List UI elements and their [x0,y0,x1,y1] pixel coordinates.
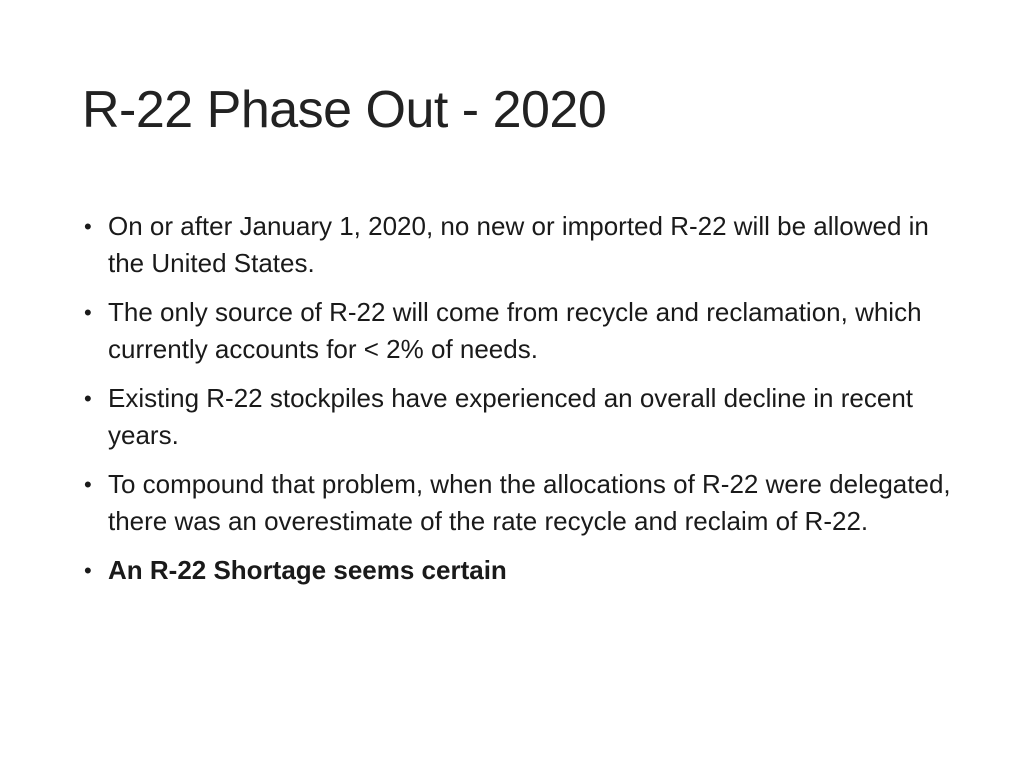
bullet-text: The only source of R-22 will come from recycle and reclamation, which currently accounts for < 2% of needs. [108,297,922,364]
bullet-icon: • [84,386,92,411]
bullet-icon: • [84,300,92,325]
bullet-icon: • [84,558,92,583]
bullet-text: Existing R-22 stockpiles have experienced an overall decline in recent years. [108,383,913,450]
bullet-text-emphasis: An R-22 Shortage seems certain [108,555,507,585]
bullet-text: On or after January 1, 2020, no new or imported R-22 will be allowed in the United States. [108,211,929,278]
bullet-icon: • [84,472,92,497]
slide-title: R-22 Phase Out - 2020 [82,81,607,139]
bullet-icon: • [84,214,92,239]
bullet-item [82,380,962,454]
bullet-list [82,208,962,601]
bullet-item [82,208,962,282]
bullet-text: To compound that problem, when the allocations of R-22 were delegated, there was an overestimate of the rate recycle and reclaim of R-22. [108,469,951,536]
bullet-item [82,466,962,540]
bullet-item-emphasis [82,552,962,589]
bullet-item [82,294,962,368]
